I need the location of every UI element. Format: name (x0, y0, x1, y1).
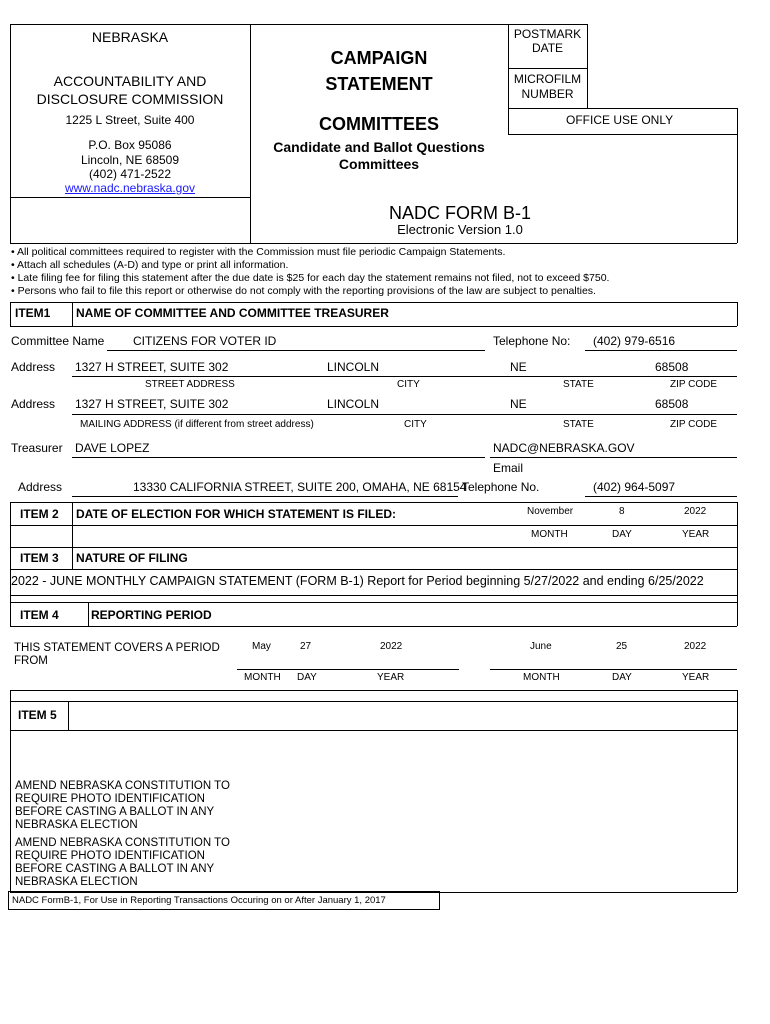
from-month-field[interactable]: May (252, 641, 271, 652)
telephone-label: Telephone No: (493, 334, 571, 348)
to-year-caption: YEAR (682, 672, 710, 683)
election-day-caption: DAY (612, 529, 632, 540)
ballot-question-line: AMEND NEBRASKA CONSTITUTION TO (15, 837, 230, 849)
zip-caption: ZIP CODE (670, 379, 718, 390)
from-year-caption: YEAR (377, 672, 405, 683)
election-month-field[interactable]: November (527, 506, 574, 517)
commission-street: 1225 L Street, Suite 400 (65, 113, 195, 127)
from-day-field[interactable]: 27 (300, 641, 312, 652)
nature-of-filing-field[interactable]: 2022 - JUNE MONTHLY CAMPAIGN STATEMENT (FORM B-1) Report for Period beginning 5/27/2022 and ending 6/25/2022 (11, 574, 704, 588)
telephone-field[interactable]: (402) 979-6516 (593, 334, 676, 348)
treasurer-label: Treasurer (11, 441, 63, 455)
committee-name-field[interactable]: CITIZENS FOR VOTER ID (133, 334, 277, 348)
ballot-question-line: BEFORE CASTING A BALLOT IN ANY (15, 863, 215, 875)
microfilm-label-2: NUMBER (521, 87, 574, 101)
zip-field[interactable]: 68508 (655, 360, 689, 374)
item1-label: ITEM1 (15, 306, 51, 320)
to-year-field[interactable]: 2022 (684, 641, 707, 652)
period-covers-line1: THIS STATEMENT COVERS A PERIOD (14, 642, 220, 654)
subtitle-line2: Committees (338, 156, 420, 172)
commission-po-box: P.O. Box 95086 (88, 138, 172, 152)
street-address-field[interactable]: 1327 H STREET, SUITE 302 (75, 360, 229, 374)
city-field[interactable]: LINCOLN (327, 360, 380, 374)
from-day-caption: DAY (297, 672, 317, 683)
ballot-question-line: REQUIRE PHOTO IDENTIFICATION (15, 793, 205, 805)
notice-item: • All political committees required to register with the Commission must file periodic Campaign Statements. (11, 246, 506, 258)
item2-heading: DATE OF ELECTION FOR WHICH STATEMENT IS FILED: (76, 507, 396, 521)
ballot-question-line: BEFORE CASTING A BALLOT IN ANY (15, 806, 215, 818)
item5-label: ITEM 5 (18, 708, 57, 722)
form-version: Electronic Version 1.0 (397, 222, 523, 237)
commission-website-link[interactable]: www.nadc.nebraska.gov (64, 181, 196, 195)
ballot-question-line: NEBRASKA ELECTION (15, 876, 138, 888)
from-month-caption: MONTH (244, 672, 281, 683)
period-covers-line2: FROM (14, 655, 48, 667)
election-year-caption: YEAR (682, 529, 710, 540)
mailing-state-caption: STATE (563, 419, 594, 430)
postmark-label-1: POSTMARK (513, 27, 582, 41)
form-name: NADC FORM B-1 (388, 203, 531, 223)
item4-label: ITEM 4 (20, 608, 59, 622)
mailing-zip-caption: ZIP CODE (670, 419, 718, 430)
microfilm-label-1: MICROFILM (513, 72, 582, 86)
mailing-city-field[interactable]: LINCOLN (327, 397, 380, 411)
election-year-field[interactable]: 2022 (684, 506, 707, 517)
mailing-city-caption: CITY (404, 419, 427, 430)
state-field[interactable]: NE (510, 360, 527, 374)
title-line3: COMMITTEES (319, 114, 439, 134)
subtitle-line1: Candidate and Ballot Questions (273, 139, 485, 155)
treasurer-phone-label: Telephone No. (462, 480, 540, 494)
form-footer (8, 891, 440, 910)
item3-label: ITEM 3 (20, 551, 59, 565)
item3-heading: NATURE OF FILING (76, 551, 188, 565)
ballot-question-line: NEBRASKA ELECTION (15, 819, 138, 831)
mailing-street-field[interactable]: 1327 H STREET, SUITE 302 (75, 397, 229, 411)
ballot-question-line: AMEND NEBRASKA CONSTITUTION TO (15, 780, 230, 792)
commission-city-state: Lincoln, NE 68509 (80, 153, 180, 167)
to-month-field[interactable]: June (530, 641, 552, 652)
treasurer-email-field[interactable]: NADC@NEBRASKA.GOV (493, 441, 635, 455)
state-caption: STATE (563, 379, 594, 390)
treasurer-name-field[interactable]: DAVE LOPEZ (75, 441, 150, 455)
state-name: NEBRASKA (91, 29, 169, 45)
title-line1: CAMPAIGN (330, 48, 428, 68)
commission-line2: DISCLOSURE COMMISSION (36, 91, 224, 107)
notice-item: • Persons who fail to file this report or otherwise do not comply with the reporting provisions of the law are subject to penalties. (11, 285, 596, 297)
footer-text: NADC FormB-1, For Use in Reporting Transactions Occuring on or After January 1, 2017 (12, 895, 386, 906)
committee-name-label: Committee Name (11, 334, 105, 348)
to-day-field[interactable]: 25 (616, 641, 628, 652)
city-caption: CITY (397, 379, 420, 390)
to-month-caption: MONTH (523, 672, 560, 683)
election-day-field[interactable]: 8 (619, 506, 625, 517)
from-year-field[interactable]: 2022 (380, 641, 403, 652)
notice-item: • Attach all schedules (A-D) and type or print all information. (11, 259, 289, 271)
treasurer-address-field[interactable]: 13330 CALIFORNIA STREET, SUITE 200, OMAHA, NE 68154 (133, 480, 467, 494)
mailing-address-label: Address (11, 397, 56, 411)
ballot-question-line: REQUIRE PHOTO IDENTIFICATION (15, 850, 205, 862)
treasurer-address-label: Address (18, 480, 63, 494)
item1-heading: NAME OF COMMITTEE AND COMMITTEE TREASURER (76, 306, 389, 320)
mailing-address-caption: MAILING ADDRESS (if different from street address) (80, 419, 314, 430)
office-use-label: OFFICE USE ONLY (566, 113, 674, 127)
street-address-caption: STREET ADDRESS (145, 379, 235, 390)
postmark-label-2: DATE (531, 41, 564, 55)
email-label: Email (493, 461, 524, 475)
item2-label: ITEM 2 (20, 507, 59, 521)
item4-heading: REPORTING PERIOD (91, 608, 212, 622)
address-label: Address (11, 360, 56, 374)
title-line2: STATEMENT (325, 74, 433, 94)
commission-phone: (402) 471-2522 (88, 167, 172, 181)
to-day-caption: DAY (612, 672, 632, 683)
election-month-caption: MONTH (531, 529, 568, 540)
mailing-zip-field[interactable]: 68508 (655, 397, 689, 411)
notice-item: • Late filing fee for filing this statement after the due date is $25 for each day the statement remains not filed, not to exceed $750. (11, 272, 610, 284)
treasurer-phone-field[interactable]: (402) 964-5097 (593, 480, 676, 494)
commission-line1: ACCOUNTABILITY AND (53, 73, 207, 89)
mailing-state-field[interactable]: NE (510, 397, 527, 411)
